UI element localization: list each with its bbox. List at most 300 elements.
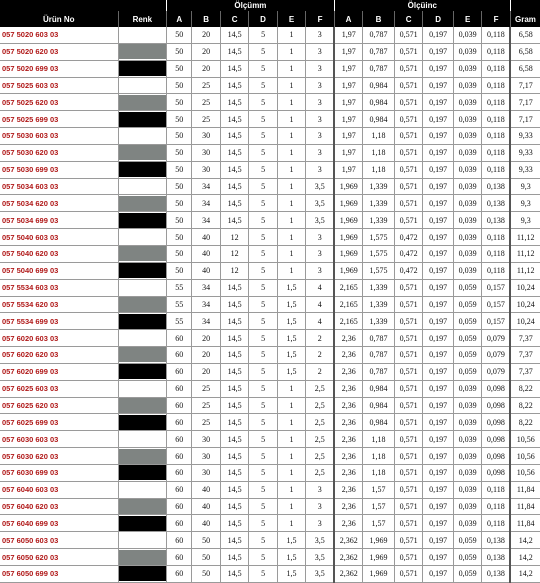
inch-value-d: 0,197 (423, 27, 454, 43)
color-swatch (119, 44, 167, 59)
inch-value-f: 0,138 (482, 566, 511, 583)
inch-value-b: 1,339 (363, 195, 395, 212)
color-swatch-cell (118, 279, 167, 296)
inch-value-c: 0,472 (394, 229, 422, 246)
inch-value-d: 0,197 (423, 363, 454, 380)
weight-value: 7,17 (510, 77, 540, 94)
color-swatch (119, 213, 167, 228)
inch-value-c: 0,571 (394, 161, 422, 178)
mm-value-d: 5 (249, 414, 277, 431)
mm-value-f: 4 (306, 296, 334, 313)
mm-value-d: 5 (249, 195, 277, 212)
mm-value-f: 3 (306, 262, 334, 279)
product-code: 057 5025 699 03 (0, 111, 118, 128)
inch-value-d: 0,197 (423, 313, 454, 330)
weight-value: 6,58 (510, 27, 540, 43)
inch-value-f: 0,118 (482, 60, 511, 77)
mm-value-e: 1 (277, 178, 305, 195)
inch-value-a: 2,36 (334, 431, 362, 448)
table-row (0, 77, 540, 94)
inch-value-f: 0,098 (482, 431, 511, 448)
inch-value-d: 0,197 (423, 195, 454, 212)
header-blank-color (118, 0, 167, 11)
color-swatch-cell (118, 144, 167, 161)
inch-value-f: 0,138 (482, 178, 511, 195)
inch-value-b: 0,984 (363, 380, 395, 397)
mm-value-e: 1,5 (277, 363, 305, 380)
inch-value-f: 0,118 (482, 94, 511, 111)
table-row (0, 128, 540, 145)
color-swatch (119, 347, 167, 362)
table-row (0, 60, 540, 77)
inch-value-f: 0,118 (482, 144, 511, 161)
weight-value: 10,56 (510, 464, 540, 481)
inch-value-e: 0,039 (453, 262, 481, 279)
color-swatch (119, 179, 167, 194)
header-inch-col-b: B (363, 11, 395, 27)
color-swatch (119, 566, 167, 581)
mm-value-f: 3 (306, 515, 334, 532)
mm-value-a: 60 (167, 515, 192, 532)
mm-value-d: 5 (249, 178, 277, 195)
mm-value-e: 1 (277, 161, 305, 178)
inch-value-a: 1,969 (334, 195, 362, 212)
mm-value-d: 5 (249, 549, 277, 566)
mm-value-e: 1 (277, 414, 305, 431)
header-group-row (0, 0, 540, 11)
inch-value-a: 2,165 (334, 279, 362, 296)
inch-value-d: 0,197 (423, 330, 454, 347)
mm-value-b: 30 (192, 128, 220, 145)
inch-value-c: 0,571 (394, 397, 422, 414)
product-code: 057 5034 699 03 (0, 212, 118, 229)
inch-value-d: 0,197 (423, 448, 454, 465)
inch-value-e: 0,039 (453, 414, 481, 431)
inch-value-a: 2,362 (334, 549, 362, 566)
table-row (0, 178, 540, 195)
mm-value-c: 14,5 (220, 27, 248, 43)
inch-value-e: 0,039 (453, 161, 481, 178)
table-row (0, 363, 540, 380)
inch-value-f: 0,118 (482, 43, 511, 60)
spec-table-body (0, 27, 540, 582)
inch-value-b: 1,575 (363, 229, 395, 246)
mm-value-b: 20 (192, 43, 220, 60)
mm-value-f: 3,5 (306, 195, 334, 212)
inch-value-b: 1,339 (363, 212, 395, 229)
inch-value-f: 0,079 (482, 330, 511, 347)
inch-value-c: 0,571 (394, 566, 422, 583)
inch-value-a: 2,362 (334, 566, 362, 583)
mm-value-c: 14,5 (220, 566, 248, 583)
inch-value-f: 0,138 (482, 195, 511, 212)
mm-value-b: 30 (192, 431, 220, 448)
color-swatch (119, 27, 167, 42)
inch-value-b: 1,57 (363, 515, 395, 532)
header-inch-col-f: F (482, 11, 511, 27)
inch-value-e: 0,039 (453, 178, 481, 195)
inch-value-b: 1,57 (363, 481, 395, 498)
weight-value: 9,33 (510, 128, 540, 145)
mm-value-d: 5 (249, 515, 277, 532)
mm-value-f: 3,5 (306, 566, 334, 583)
weight-value: 9,33 (510, 144, 540, 161)
product-code: 057 5020 699 03 (0, 60, 118, 77)
mm-value-e: 1,5 (277, 330, 305, 347)
mm-value-a: 50 (167, 212, 192, 229)
inch-value-a: 2,36 (334, 347, 362, 364)
inch-value-a: 2,165 (334, 313, 362, 330)
inch-value-a: 1,969 (334, 262, 362, 279)
inch-value-d: 0,197 (423, 77, 454, 94)
inch-value-a: 2,36 (334, 481, 362, 498)
inch-value-e: 0,039 (453, 448, 481, 465)
product-code: 057 5030 603 03 (0, 128, 118, 145)
inch-value-b: 1,18 (363, 128, 395, 145)
color-swatch-cell (118, 347, 167, 364)
inch-value-d: 0,197 (423, 566, 454, 583)
color-swatch (119, 331, 167, 346)
mm-value-b: 30 (192, 448, 220, 465)
color-swatch-cell (118, 212, 167, 229)
inch-value-f: 0,138 (482, 532, 511, 549)
mm-value-f: 2,5 (306, 448, 334, 465)
product-code: 057 5040 620 03 (0, 245, 118, 262)
inch-value-e: 0,039 (453, 27, 481, 43)
header-weight: Gram (510, 11, 540, 27)
weight-value: 8,22 (510, 414, 540, 431)
inch-value-d: 0,197 (423, 549, 454, 566)
mm-value-d: 5 (249, 380, 277, 397)
mm-value-c: 14,5 (220, 532, 248, 549)
product-code: 057 6050 603 03 (0, 532, 118, 549)
header-mm-col-f: F (306, 11, 334, 27)
inch-value-c: 0,571 (394, 532, 422, 549)
color-swatch-cell (118, 178, 167, 195)
mm-value-a: 60 (167, 414, 192, 431)
header-color: Renk (118, 11, 167, 27)
product-code: 057 6025 699 03 (0, 414, 118, 431)
inch-value-f: 0,118 (482, 161, 511, 178)
inch-value-a: 1,97 (334, 27, 362, 43)
weight-value: 11,84 (510, 481, 540, 498)
inch-value-a: 2,36 (334, 414, 362, 431)
inch-value-d: 0,197 (423, 347, 454, 364)
mm-value-a: 50 (167, 94, 192, 111)
mm-value-f: 3,5 (306, 532, 334, 549)
mm-value-c: 14,5 (220, 448, 248, 465)
inch-value-f: 0,118 (482, 229, 511, 246)
weight-value: 7,17 (510, 111, 540, 128)
table-row (0, 414, 540, 431)
mm-value-c: 14,5 (220, 414, 248, 431)
weight-value: 11,84 (510, 498, 540, 515)
header-inch-col-e: E (453, 11, 481, 27)
product-code: 057 6040 603 03 (0, 481, 118, 498)
header-mm-col-d: D (249, 11, 277, 27)
table-row (0, 532, 540, 549)
mm-value-d: 5 (249, 43, 277, 60)
mm-value-a: 50 (167, 195, 192, 212)
mm-value-a: 60 (167, 431, 192, 448)
inch-value-d: 0,197 (423, 245, 454, 262)
inch-value-f: 0,098 (482, 380, 511, 397)
inch-value-e: 0,039 (453, 245, 481, 262)
mm-value-a: 55 (167, 313, 192, 330)
color-swatch (119, 465, 167, 480)
inch-value-e: 0,059 (453, 279, 481, 296)
header-mm-col-a: A (167, 11, 192, 27)
table-row (0, 161, 540, 178)
inch-value-e: 0,059 (453, 532, 481, 549)
color-swatch-cell (118, 448, 167, 465)
mm-value-b: 25 (192, 397, 220, 414)
product-code: 057 6040 620 03 (0, 498, 118, 515)
mm-value-c: 14,5 (220, 347, 248, 364)
product-code: 057 5534 620 03 (0, 296, 118, 313)
weight-value: 7,37 (510, 363, 540, 380)
inch-value-c: 0,472 (394, 262, 422, 279)
mm-value-c: 14,5 (220, 279, 248, 296)
mm-value-c: 14,5 (220, 549, 248, 566)
weight-value: 7,17 (510, 94, 540, 111)
inch-value-c: 0,571 (394, 549, 422, 566)
inch-value-b: 0,984 (363, 414, 395, 431)
inch-value-b: 0,984 (363, 77, 395, 94)
color-swatch (119, 499, 167, 514)
inch-value-b: 1,18 (363, 161, 395, 178)
inch-value-e: 0,059 (453, 330, 481, 347)
inch-value-c: 0,571 (394, 296, 422, 313)
inch-value-e: 0,039 (453, 431, 481, 448)
color-swatch (119, 196, 167, 211)
mm-value-e: 1 (277, 229, 305, 246)
mm-value-f: 3 (306, 498, 334, 515)
inch-value-c: 0,571 (394, 330, 422, 347)
mm-value-e: 1 (277, 515, 305, 532)
mm-value-f: 2,5 (306, 464, 334, 481)
table-row (0, 296, 540, 313)
mm-value-b: 50 (192, 532, 220, 549)
inch-value-b: 0,787 (363, 60, 395, 77)
color-swatch-cell (118, 380, 167, 397)
weight-value: 11,84 (510, 515, 540, 532)
inch-value-e: 0,039 (453, 397, 481, 414)
mm-value-d: 5 (249, 128, 277, 145)
mm-value-c: 14,5 (220, 515, 248, 532)
mm-value-d: 5 (249, 77, 277, 94)
header-group-mm: Ölçümm (167, 0, 335, 11)
inch-value-b: 1,18 (363, 464, 395, 481)
product-code: 057 5034 603 03 (0, 178, 118, 195)
mm-value-e: 1 (277, 27, 305, 43)
inch-value-d: 0,197 (423, 296, 454, 313)
mm-value-e: 1,5 (277, 566, 305, 583)
mm-value-e: 1,5 (277, 532, 305, 549)
mm-value-e: 1 (277, 481, 305, 498)
product-code: 057 6020 699 03 (0, 363, 118, 380)
inch-value-a: 2,36 (334, 380, 362, 397)
inch-value-c: 0,571 (394, 144, 422, 161)
inch-value-b: 0,787 (363, 330, 395, 347)
product-code: 057 5534 603 03 (0, 279, 118, 296)
inch-value-e: 0,039 (453, 515, 481, 532)
inch-value-e: 0,039 (453, 43, 481, 60)
inch-value-b: 1,18 (363, 448, 395, 465)
mm-value-e: 1 (277, 464, 305, 481)
mm-value-b: 20 (192, 27, 220, 43)
mm-value-b: 25 (192, 77, 220, 94)
mm-value-f: 3 (306, 27, 334, 43)
color-swatch (119, 314, 167, 329)
mm-value-d: 5 (249, 363, 277, 380)
inch-value-f: 0,118 (482, 245, 511, 262)
table-row (0, 464, 540, 481)
product-code: 057 5025 620 03 (0, 94, 118, 111)
color-swatch (119, 381, 167, 396)
mm-value-d: 5 (249, 296, 277, 313)
inch-value-a: 2,36 (334, 464, 362, 481)
mm-value-f: 3 (306, 111, 334, 128)
inch-value-b: 1,18 (363, 431, 395, 448)
inch-value-a: 1,97 (334, 144, 362, 161)
inch-value-a: 1,969 (334, 178, 362, 195)
mm-value-c: 14,5 (220, 43, 248, 60)
color-swatch-cell (118, 195, 167, 212)
inch-value-e: 0,059 (453, 347, 481, 364)
inch-value-e: 0,059 (453, 296, 481, 313)
inch-value-a: 2,36 (334, 330, 362, 347)
color-swatch (119, 128, 167, 143)
table-row (0, 566, 540, 583)
color-swatch-cell (118, 549, 167, 566)
inch-value-a: 1,969 (334, 229, 362, 246)
inch-value-b: 1,57 (363, 498, 395, 515)
mm-value-f: 3 (306, 43, 334, 60)
color-swatch (119, 550, 167, 565)
inch-value-e: 0,059 (453, 363, 481, 380)
inch-value-d: 0,197 (423, 397, 454, 414)
inch-value-d: 0,197 (423, 498, 454, 515)
table-row (0, 43, 540, 60)
color-swatch (119, 432, 167, 447)
inch-value-b: 1,339 (363, 313, 395, 330)
mm-value-e: 1,5 (277, 549, 305, 566)
mm-value-d: 5 (249, 111, 277, 128)
mm-value-a: 50 (167, 111, 192, 128)
inch-value-c: 0,571 (394, 448, 422, 465)
inch-value-e: 0,039 (453, 380, 481, 397)
inch-value-a: 1,969 (334, 245, 362, 262)
mm-value-d: 5 (249, 279, 277, 296)
header-mm-col-c: C (220, 11, 248, 27)
table-row (0, 229, 540, 246)
weight-value: 10,24 (510, 313, 540, 330)
color-swatch (119, 297, 167, 312)
product-code: 057 5025 603 03 (0, 77, 118, 94)
mm-value-c: 14,5 (220, 296, 248, 313)
weight-value: 8,22 (510, 397, 540, 414)
mm-value-b: 25 (192, 111, 220, 128)
inch-value-f: 0,157 (482, 279, 511, 296)
weight-value: 11,12 (510, 245, 540, 262)
mm-value-d: 5 (249, 498, 277, 515)
header-mm-col-e: E (277, 11, 305, 27)
inch-value-e: 0,039 (453, 144, 481, 161)
inch-value-c: 0,571 (394, 515, 422, 532)
mm-value-e: 1,5 (277, 347, 305, 364)
mm-value-a: 60 (167, 532, 192, 549)
inch-value-b: 1,339 (363, 296, 395, 313)
mm-value-b: 40 (192, 481, 220, 498)
inch-value-f: 0,118 (482, 481, 511, 498)
mm-value-d: 5 (249, 262, 277, 279)
header-inch-col-c: C (394, 11, 422, 27)
color-swatch-cell (118, 262, 167, 279)
mm-value-a: 50 (167, 161, 192, 178)
inch-value-b: 1,18 (363, 144, 395, 161)
product-code: 057 5040 603 03 (0, 229, 118, 246)
mm-value-b: 34 (192, 195, 220, 212)
mm-value-f: 3,5 (306, 212, 334, 229)
mm-value-a: 60 (167, 448, 192, 465)
mm-value-d: 5 (249, 245, 277, 262)
table-row (0, 27, 540, 43)
inch-value-d: 0,197 (423, 464, 454, 481)
mm-value-f: 2,5 (306, 414, 334, 431)
mm-value-f: 2 (306, 347, 334, 364)
product-code: 057 6020 620 03 (0, 347, 118, 364)
table-row (0, 212, 540, 229)
inch-value-b: 1,575 (363, 262, 395, 279)
inch-value-f: 0,098 (482, 464, 511, 481)
mm-value-e: 1 (277, 212, 305, 229)
color-swatch-cell (118, 245, 167, 262)
inch-value-c: 0,571 (394, 94, 422, 111)
mm-value-a: 55 (167, 296, 192, 313)
color-swatch (119, 482, 167, 497)
inch-value-a: 2,165 (334, 296, 362, 313)
mm-value-a: 50 (167, 262, 192, 279)
inch-value-c: 0,571 (394, 464, 422, 481)
product-code: 057 6025 603 03 (0, 380, 118, 397)
table-row (0, 262, 540, 279)
mm-value-e: 1,5 (277, 279, 305, 296)
mm-value-d: 5 (249, 532, 277, 549)
mm-value-a: 50 (167, 27, 192, 43)
weight-value: 9,3 (510, 212, 540, 229)
header-mm-col-b: B (192, 11, 220, 27)
inch-value-e: 0,039 (453, 111, 481, 128)
color-swatch-cell (118, 566, 167, 583)
inch-value-b: 0,984 (363, 111, 395, 128)
table-row (0, 111, 540, 128)
weight-value: 9,3 (510, 178, 540, 195)
inch-value-f: 0,118 (482, 128, 511, 145)
product-code: 057 6025 620 03 (0, 397, 118, 414)
mm-value-a: 50 (167, 178, 192, 195)
weight-value: 14,2 (510, 532, 540, 549)
mm-value-e: 1 (277, 111, 305, 128)
color-swatch (119, 78, 167, 93)
product-code: 057 5030 699 03 (0, 161, 118, 178)
color-swatch-cell (118, 532, 167, 549)
mm-value-a: 60 (167, 464, 192, 481)
color-swatch (119, 145, 167, 160)
color-swatch (119, 280, 167, 295)
table-row (0, 515, 540, 532)
inch-value-e: 0,039 (453, 128, 481, 145)
